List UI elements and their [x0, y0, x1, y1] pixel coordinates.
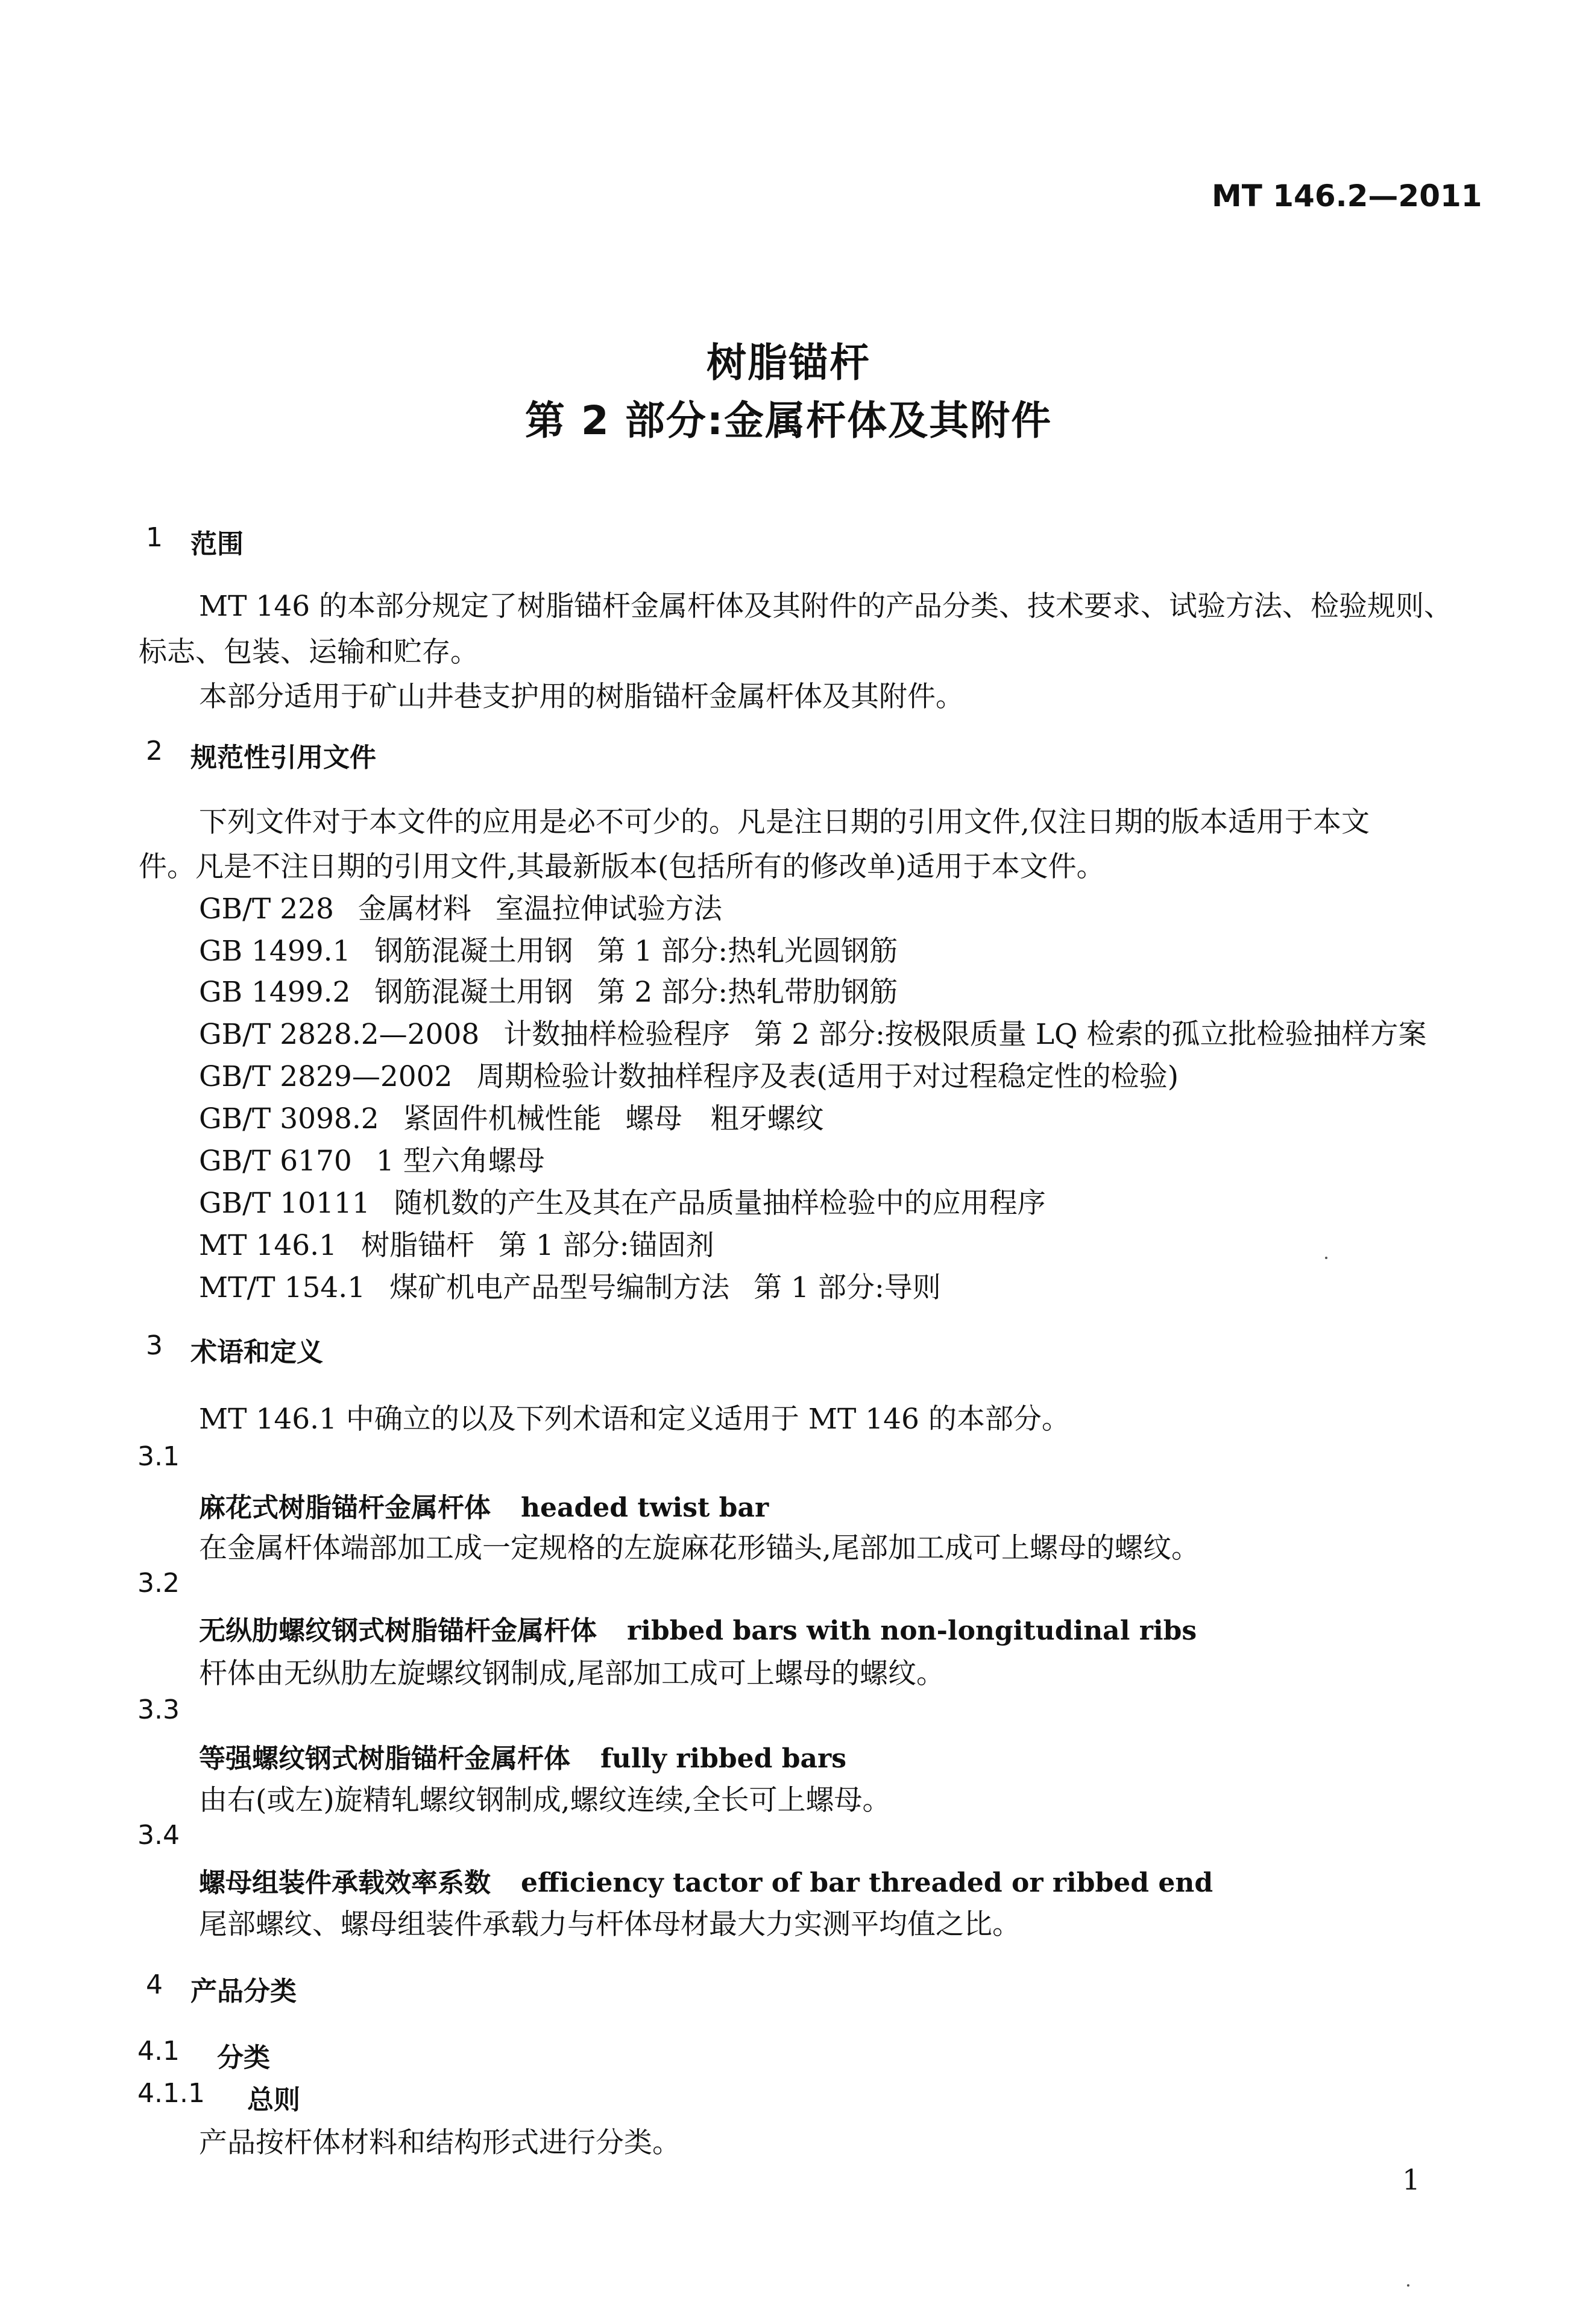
reference-subtitle: 第 1 部分:热轧光圆钢筋 [597, 935, 898, 968]
reference-subtitle: 第 2 部分:按极限质量 LQ 检索的孤立批检验抽样方案 [754, 1018, 1427, 1051]
term-zh: 无纵肋螺纹钢式树脂锚杆金属杆体 [199, 1615, 597, 1646]
section-2-para-line-2: 件。凡是不注日期的引用文件,其最新版本(包括所有的修改单)适用于本文件。 [139, 850, 1105, 883]
term-zh: 螺母组装件承载效率系数 [199, 1868, 491, 1898]
subsection-4-1-heading: 分类 [217, 2042, 270, 2073]
reference-item [199, 1181, 1046, 1221]
section-1-para-1-line-2: 标志、包装、运输和贮存。 [139, 636, 479, 669]
reference-subtitle: 第 1 部分:导则 [754, 1271, 941, 1304]
term-number: 3.4 [137, 1820, 180, 1851]
reference-code: GB/T 6170 [199, 1145, 352, 1178]
term-heading [199, 1737, 846, 1775]
section-3-heading: 术语和定义 [190, 1337, 323, 1368]
section-3-intro: MT 146.1 中确立的以及下列术语和定义适用于 MT 146 的本部分。 [199, 1403, 1070, 1436]
reference-code: MT 146.1 [199, 1229, 337, 1262]
term-number: 3.2 [137, 1568, 180, 1599]
reference-subtitle: 螺母 粗牙螺纹 [625, 1102, 824, 1135]
term-zh: 等强螺纹钢式树脂锚杆金属杆体 [199, 1743, 570, 1774]
reference-subtitle: 第 1 部分:锚固剂 [498, 1229, 714, 1262]
reference-item [199, 1223, 714, 1263]
reference-code: GB/T 2829—2002 [199, 1060, 453, 1093]
reference-code: GB 1499.1 [199, 935, 351, 968]
reference-title: 计数抽样检验程序 [503, 1018, 731, 1051]
scan-speck [1325, 1257, 1327, 1259]
reference-code: MT/T 154.1 [199, 1271, 366, 1304]
reference-item [199, 1012, 1427, 1052]
subsection-4-1-1-number: 4.1.1 [137, 2078, 205, 2109]
section-4-heading: 产品分类 [190, 1976, 297, 2007]
term-number: 3.3 [137, 1694, 180, 1725]
section-2-number: 2 [146, 736, 163, 766]
section-1-para-1-line-1: MT 146 的本部分规定了树脂锚杆金属杆体及其附件的产品分类、技术要求、试验方法、检验规则、 [199, 590, 1453, 623]
reference-item [199, 1265, 941, 1306]
reference-item [199, 1054, 1179, 1094]
reference-code: GB 1499.2 [199, 976, 351, 1009]
term-number: 3.1 [137, 1441, 180, 1472]
reference-title: 周期检验计数抽样程序及表(适用于对过程稳定性的检验) [476, 1060, 1179, 1093]
section-2-heading: 规范性引用文件 [190, 742, 376, 773]
term-definition: 在金属杆体端部加工成一定规格的左旋麻花形锚头,尾部加工成可上螺母的螺纹。 [199, 1532, 1200, 1565]
subsection-4-1-number: 4.1 [137, 2036, 180, 2067]
term-heading [199, 1486, 769, 1524]
reference-code: GB/T 10111 [199, 1187, 370, 1220]
section-2-para-line-1: 下列文件对于本文件的应用是必不可少的。凡是注日期的引用文件,仅注日期的版本适用于本文 [199, 806, 1370, 839]
term-heading [199, 1861, 1213, 1899]
title-line-2: 第 2 部分:金属杆体及其附件 [524, 397, 1053, 444]
reference-title: 钢筋混凝土用钢 [374, 935, 573, 968]
term-en: efficiency tactor of bar threaded or ribbed end [521, 1868, 1213, 1898]
document-code: MT 146.2—2011 [1212, 178, 1482, 213]
reference-title: 紧固件机械性能 [403, 1102, 602, 1135]
reference-title: 1 型六角螺母 [376, 1145, 545, 1178]
reference-subtitle: 第 2 部分:热轧带肋钢筋 [597, 976, 898, 1009]
term-definition: 由右(或左)旋精轧螺纹钢制成,螺纹连续,全长可上螺母。 [199, 1784, 891, 1817]
reference-title: 煤矿机电产品型号编制方法 [389, 1271, 730, 1304]
section-4-number: 4 [146, 1969, 163, 2000]
term-definition: 尾部螺纹、螺母组装件承载力与杆体母材最大力实测平均值之比。 [199, 1908, 1021, 1941]
reference-subtitle: 室温拉伸试验方法 [495, 892, 722, 926]
section-4-para: 产品按杆体材料和结构形式进行分类。 [199, 2126, 681, 2159]
subsection-4-1-1-heading: 总则 [247, 2085, 300, 2115]
term-en: headed twist bar [521, 1492, 769, 1523]
reference-item [199, 970, 898, 1010]
term-en: ribbed bars with non-longitudinal ribs [627, 1615, 1197, 1646]
reference-item [199, 886, 722, 927]
term-definition: 杆体由无纵肋左旋螺纹钢制成,尾部加工成可上螺母的螺纹。 [199, 1657, 945, 1690]
reference-code: GB/T 3098.2 [199, 1102, 379, 1135]
scan-speck [1407, 2284, 1409, 2287]
page-number: 1 [1402, 2164, 1420, 2197]
section-1-para-2: 本部分适用于矿山井巷支护用的树脂锚杆金属杆体及其附件。 [199, 680, 964, 713]
section-3-number: 3 [146, 1330, 163, 1361]
reference-code: GB/T 228 [199, 892, 334, 926]
term-heading [199, 1609, 1197, 1647]
section-1-number: 1 [146, 522, 163, 553]
reference-item [199, 929, 898, 969]
reference-item [199, 1138, 545, 1179]
term-en: fully ribbed bars [600, 1743, 846, 1774]
title-line-1: 树脂锚杆 [707, 339, 870, 386]
reference-item [199, 1096, 824, 1137]
reference-code: GB/T 2828.2—2008 [199, 1018, 480, 1051]
reference-title: 随机数的产生及其在产品质量抽样检验中的应用程序 [394, 1187, 1046, 1220]
term-zh: 麻花式树脂锚杆金属杆体 [199, 1492, 491, 1523]
reference-title: 钢筋混凝土用钢 [374, 976, 573, 1009]
section-1-heading: 范围 [190, 529, 244, 560]
reference-title: 树脂锚杆 [360, 1229, 474, 1262]
reference-title: 金属材料 [357, 892, 471, 926]
